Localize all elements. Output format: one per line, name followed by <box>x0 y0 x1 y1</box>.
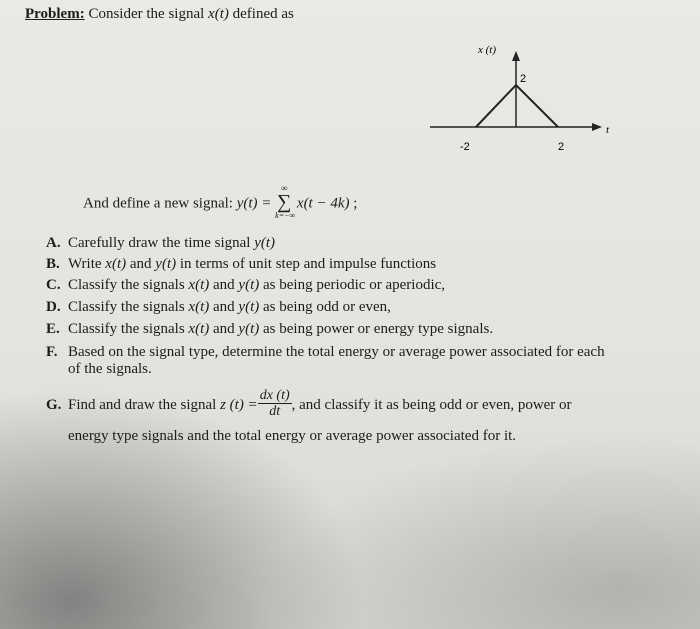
item-text: Based on the signal type, determine the total energy or average power associated for each <box>68 344 605 360</box>
t-axis-arrow <box>592 123 602 131</box>
problem-label: Problem: <box>25 6 85 22</box>
item-letter: B. <box>46 256 60 272</box>
item-math: y(t) <box>238 321 260 337</box>
summation <box>275 183 296 220</box>
sum-symbol: ∑ <box>277 191 292 213</box>
item-letter: G. <box>46 397 62 413</box>
derivative-fraction <box>258 389 292 419</box>
item-text: and <box>209 277 239 293</box>
item-text: Classify the signals <box>68 299 189 315</box>
item-letter: A. <box>46 235 61 251</box>
problem-header <box>25 5 294 23</box>
item-text: as being power or energy type signals. <box>259 321 494 337</box>
item-text: as being odd or even, <box>259 299 391 315</box>
item-c <box>46 276 445 294</box>
item-f-continued <box>68 360 152 378</box>
problem-tail: defined as <box>232 6 294 22</box>
item-text: Classify the signals <box>68 321 189 337</box>
item-e <box>46 320 493 338</box>
item-math: x(t) <box>188 321 210 337</box>
signal-definition <box>83 183 358 222</box>
fraction-numerator: dx (t) <box>259 387 290 403</box>
item-letter: D. <box>46 299 61 315</box>
item-math: x(t) <box>105 256 127 272</box>
y-axis-arrow <box>512 51 520 61</box>
item-text: in terms of unit step and impulse functions <box>176 256 437 272</box>
triangle-signal-plot <box>430 40 620 160</box>
y-axis-label: x (t) <box>478 44 497 56</box>
item-math: y(t) <box>238 277 260 293</box>
left-tick-label: -2 <box>460 141 470 153</box>
item-math: y(t) <box>254 235 276 251</box>
item-text: Write <box>68 256 106 272</box>
item-b <box>46 255 436 273</box>
t-axis-label: t <box>606 124 610 136</box>
right-tick-label: 2 <box>558 141 565 153</box>
item-text: and <box>209 321 239 337</box>
item-f <box>46 343 605 361</box>
item-text: and <box>126 256 156 272</box>
item-letter: C. <box>46 277 61 293</box>
sum-upper-limit: ∞ <box>280 183 288 193</box>
item-g-continued <box>68 427 516 445</box>
item-math: x(t) <box>188 299 210 315</box>
fraction-denominator: dt <box>269 403 281 419</box>
problem-text: Consider the signal <box>88 6 205 22</box>
item-text: Carefully draw the time signal <box>68 235 255 251</box>
item-letter: E. <box>46 321 60 337</box>
item-math: z (t) = <box>220 397 258 413</box>
item-text: of the signals. <box>68 361 152 377</box>
definition-text: And define a new signal: <box>83 195 233 212</box>
item-text: energy type signals and the total energy or average power associated for it. <box>68 428 517 444</box>
item-text: and <box>209 299 239 315</box>
item-d <box>46 298 391 316</box>
definition-end: ; <box>353 195 358 212</box>
item-text: , and classify it as being odd or even, power or <box>291 397 572 413</box>
item-math: x(t) <box>188 277 210 293</box>
triangle-pulse <box>476 85 558 127</box>
definition-lhs: y(t) = <box>236 195 272 212</box>
item-text: as being periodic or aperiodic, <box>259 277 446 293</box>
problem-signal: x(t) <box>208 6 229 22</box>
item-text: Find and draw the signal <box>68 397 221 413</box>
item-g <box>46 388 572 422</box>
item-text: Classify the signals <box>68 277 189 293</box>
item-letter: F. <box>46 344 58 360</box>
sum-lower-limit: k=−∞ <box>275 211 296 220</box>
item-math: y(t) <box>238 299 260 315</box>
peak-label: 2 <box>520 73 527 85</box>
definition-term: x(t − 4k) <box>296 195 350 212</box>
item-a <box>46 234 275 252</box>
item-math: y(t) <box>155 256 177 272</box>
